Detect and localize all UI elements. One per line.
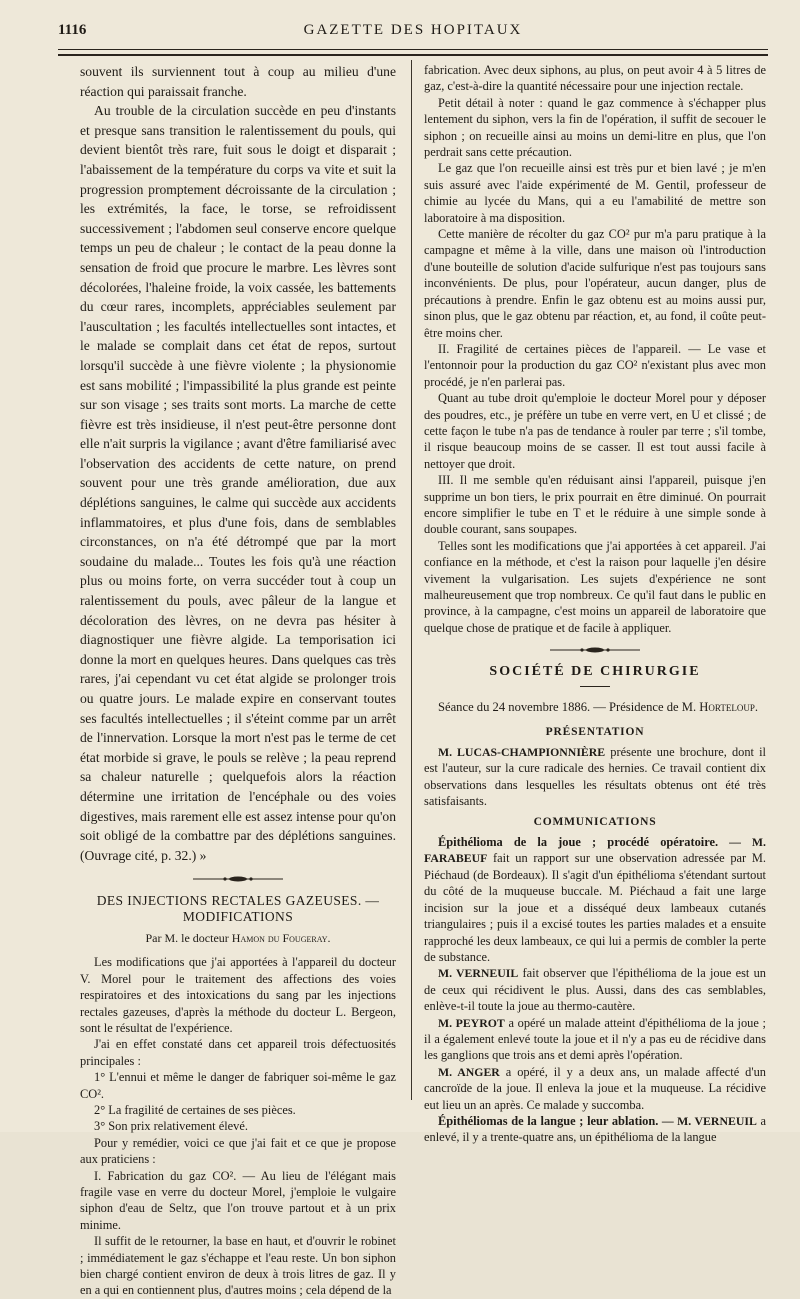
paragraph: Pour y remédier, voici ce que j'ai fait et ce que je propose aux praticiens : bbox=[80, 1135, 396, 1167]
page-header bbox=[58, 22, 768, 44]
paragraph bbox=[424, 965, 766, 1014]
paragraph: fabrication. Avec deux siphons, au plus, on peut avoir 4 à 5 litres de gaz, c'est-à-dire la quantité nécessaire pour une injection rectale. bbox=[424, 63, 766, 94]
byline-prefix: Par M. le docteur bbox=[145, 931, 232, 946]
paragraph: Quant au tube droit qu'emploie le docteur Morel pour y déposer des poudres, etc., je préfère un tube en verre vert, en U et clissé ; de cette façon le tube n'a pas de tendance à rouler par terre ; s'il tombe, il risque beaucoup moins de se casser. Il est tout aussi facile à nettoyer que droit. bbox=[424, 391, 766, 471]
paragraph: Les modifications que j'ai apportées à l'appareil du docteur V. Morel pour le traitement des affections des voies respiratoires et des intoxications du sang par les injections rectales gazeuses, d'après la méthode du docteur L. Bergeon, sont le résultat de l'expérience. bbox=[80, 955, 396, 1035]
article-continuation bbox=[424, 62, 766, 636]
communication-title: Épithélioma de la joue ; procédé opératoire. bbox=[438, 835, 719, 850]
left-column bbox=[80, 62, 396, 1299]
paragraph bbox=[424, 744, 766, 810]
fever-excerpt bbox=[80, 62, 396, 865]
paragraph bbox=[424, 834, 766, 965]
paragraph: souvent ils surviennent tout à coup au milieu d'une réaction qui paraissait franche. bbox=[80, 64, 396, 99]
paragraph: II. Fragilité de certaines pièces de l'appareil. — Le vase et l'entonnoir pour la production du gaz CO² n'existant plus avec mon procédé, je n'en parlerai pas. bbox=[424, 341, 766, 389]
article-title: DES INJECTIONS RECTALES GAZEUSES. — MODIFICATIONS bbox=[96, 893, 380, 925]
speaker-name: — M. VERNEUIL bbox=[658, 1113, 757, 1128]
speaker-name: M. LUCAS-CHAMPIONNIÈRE bbox=[438, 745, 606, 760]
communication-title: Épithéliomas de la langue ; leur ablation. bbox=[438, 1113, 659, 1128]
presentation-heading: PRÉSENTATION bbox=[545, 725, 645, 738]
column-divider bbox=[411, 60, 412, 1100]
speaker-name: M. PEYROT bbox=[438, 1015, 505, 1030]
paragraph: Telles sont les modifications que j'ai apportées à cet appareil. J'ai confiance en la méthode, et c'est la raison pour laquelle j'en désire vivement la vulgarisation. Les sujets d'expérience ne sont malheureusement que trop nombreux. Ce qu'il faut dans le public en province, à la campagne, c'est moins un appareil de laboratoire que quelque chose de pratique et de facile à appliquer. bbox=[424, 538, 766, 635]
paragraph-text: a opéré un malade atteint d'épithélioma de la joue ; il a également enlevé toute la joue et il n'y a pas eu de récidive dans les ganglions que trois ans et demi après l'opération. bbox=[424, 1015, 766, 1063]
speaker-name: M. ANGER bbox=[438, 1064, 500, 1079]
list-item: 1° L'ennui et même le danger de fabriquer soi-même le gaz CO². bbox=[80, 1070, 396, 1101]
paragraph: Au trouble de la circulation succède en peu d'instants et presque sans transition le ralentissement du pouls, qui devient bientôt très rare, fuit sous le doigt et disparait ; l'abaissement de la température du corps va vite et suit la progression promptement décroissante de la circulation ; les extrémités, la face, le torse, se refroidissent successivement ; l'abdomen seul conserve encore quelque temps un peu de chaleur ; le contact de la peau donne la sensation de froid que procure le marbre. Les lèvres sont décolorées, l'haleine froide, la voix cassée, les battements du cœur rares, incomplets, appréciables seulement par l'auscultation ; les facultés intellectuelles sont intactes, et le malade se complait dans cet état de repos, surtout lorsqu'il succède à une fièvre violente ; la physionomie est sans mobilité ; l'impassibilité la plus grande est peinte sur son visage ; ses traits sont morts. La marche de cette fièvre est très insidieuse, il n'est peut-être personne dont elle n'ait surpris la vigilance ; avant d'être familiarisé avec l'observation des accidents de cette nature, on prend souvent pour une très grande amélioration, due aux déplétions sanguines, le calme qui succède aux accidents inflammatoires, et plus d'une fois, dans de semblables circonstances, on n'a été détrompé que par la mort soudaine du malade... Toutes les fois qu'à une réaction plus ou moins forte, on verra succéder tout à coup un ralentissement du pouls, avec pâleur de la langue et décoloration des lèvres, on ne devra pas hésiter à diagnostiquer une fièvre algide. La temporisation ici donne la mort en quelques heures. Dans quelques cas très rares, j'ai cependant vu cet état algide se prolonger trois ou quatre jours. Le malade expire en conservant toutes ses facultés intellectuelles ; il s'éteint comme par un arrêt de l'innervation. Lorsque la mort n'est pas le terme de cet état morbide si grave, le pouls se relève ; la peau reprend sa chaleur naturelle ; quelquefois alors la réaction détermine une irritation de l'encéphale ou des voies digestives, mais rarement elle est assez intense pour qu'on soit obligé de la combattre par des déplétions sanguines. (Ouvrage cité, p. 32.) » bbox=[80, 103, 396, 863]
paragraph-text: présente une brochure, dont il est l'auteur, sur la cure radicale des hernies. Ce travail contient dix observations dans lesquelles les résultats obtenus ont été très satisfaisants. bbox=[424, 745, 766, 809]
paragraph: I. Fabrication du gaz CO². — Au lieu de l'élégant mais fragile vase en verre du docteur Morel, j'emploie le vulgaire siphon d'eau de Seltz, que l'on trouve partout et à un prix minime. bbox=[80, 1168, 396, 1232]
header-rule bbox=[58, 49, 768, 56]
session-president: Horteloup. bbox=[699, 700, 758, 715]
paragraph-text: fait observer que l'épithélioma de la joue est un de ceux qui récidivent le plus. Aussi, dans des cas semblables, enlève-t-il toute la joue au thermo-cautère. bbox=[424, 966, 767, 1014]
page-number: 1116 bbox=[58, 22, 87, 38]
speaker-name: M. VERNEUIL bbox=[438, 966, 519, 981]
paragraph: Petit détail à noter : quand le gaz commence à s'échapper plus lentement du siphon, vers la fin de l'opération, il suffit de secouer le siphon ; on recueille ainsi au moins un demi-litre en plus, que l'on perdrait sans cette précaution. bbox=[424, 95, 766, 160]
session-line bbox=[424, 699, 766, 715]
paragraph: J'ai en effet constaté dans cet appareil trois défectuosités principales : bbox=[80, 1037, 396, 1068]
ornament-divider-icon bbox=[550, 646, 640, 654]
right-column bbox=[424, 62, 766, 1146]
society-report bbox=[424, 699, 766, 1146]
article-byline bbox=[80, 931, 396, 946]
list-item: 2° La fragilité de certaines de ses pièces. bbox=[94, 1103, 296, 1117]
speaker-name: — M. FARABEUF bbox=[424, 835, 766, 866]
short-rule bbox=[580, 686, 610, 687]
paragraph bbox=[424, 1015, 766, 1064]
paragraph-text: fait un rapport sur une observation adressée par M. Piéchaud (de Bordeaux). Il s'agit d'un épithélioma s'étendant surtout du côté de la muqueuse buccale. M. Piéchaud a fait une large incision sur la joue et a disséqué deux lambeaux cutanés triangulaires ; puis il a excisé toutes les parties malades et a ensuite rapproché les deux lambeaux, ce qui lui a permis de combler la perte de substance. bbox=[424, 851, 766, 964]
journal-title: GAZETTE DES HOPITAUX bbox=[303, 22, 523, 38]
article-body bbox=[80, 954, 396, 1299]
paragraph: Il suffit de le retourner, la base en haut, et d'ouvrir le robinet ; immédiatement le gaz s'échappe et l'eau reste. Un bon siphon bien chargé contient environ de deux à trois litres de gaz. Il y en a qui en contiennent plus, d'autres moins ; cela dépend de la bbox=[80, 1234, 396, 1298]
paragraph: III. Il me semble qu'en réduisant ainsi l'appareil, puisque j'en supprime un bon tiers, le prix pourrait en être diminué. On pourrait encore simplifier le tube en T et le réduire à une simple sonde à double courant, sans soupapes. bbox=[424, 473, 766, 537]
society-title: SOCIÉTÉ DE CHIRURGIE bbox=[489, 664, 701, 680]
ornament-divider-icon bbox=[193, 875, 283, 883]
paragraph-text: a opéré, il y a deux ans, un malade affecté d'un cancroïde de la joue. Il enleva la joue et la muqueuse. La récidive eut lieu un an après. Ce malade y succomba. bbox=[424, 1064, 767, 1112]
session-text: Séance du 24 novembre 1886. — Présidence de M. bbox=[438, 700, 700, 715]
paragraph-text: a enlevé, il y a trente-quatre ans, un épithélioma de la langue bbox=[424, 1113, 766, 1145]
list-item: 3° Son prix relativement élevé. bbox=[94, 1119, 248, 1134]
paragraph bbox=[424, 1064, 766, 1113]
byline-author: Hamon du Fougeray. bbox=[231, 931, 331, 946]
paragraph: Le gaz que l'on recueille ainsi est très pur et bien lavé ; je m'en suis assuré avec l'aide expérimenté de M. Gentil, professeur de chimie au lycée du Mans, qui a eu l'amabilité de mettre son laboratoire à ma disposition. bbox=[424, 161, 766, 225]
paragraph: Cette manière de récolter du gaz CO² pur m'a paru pratique à la campagne et même à la ville, dans une maison où l'introduction d'une bouteille de solution d'acide sulfurique n'est pas toujours sans inconvénients. De plus, pour l'opérateur, aucun danger, plus de précautions à prendre. Enfin le gaz obtenu est au moins aussi pur, sinon plus, que le gaz obtenu par réaction, et, au fond, il coûte peut-être moins cher. bbox=[424, 227, 766, 340]
paragraph bbox=[424, 1113, 766, 1146]
communications-heading: COMMUNICATIONS bbox=[533, 815, 657, 828]
